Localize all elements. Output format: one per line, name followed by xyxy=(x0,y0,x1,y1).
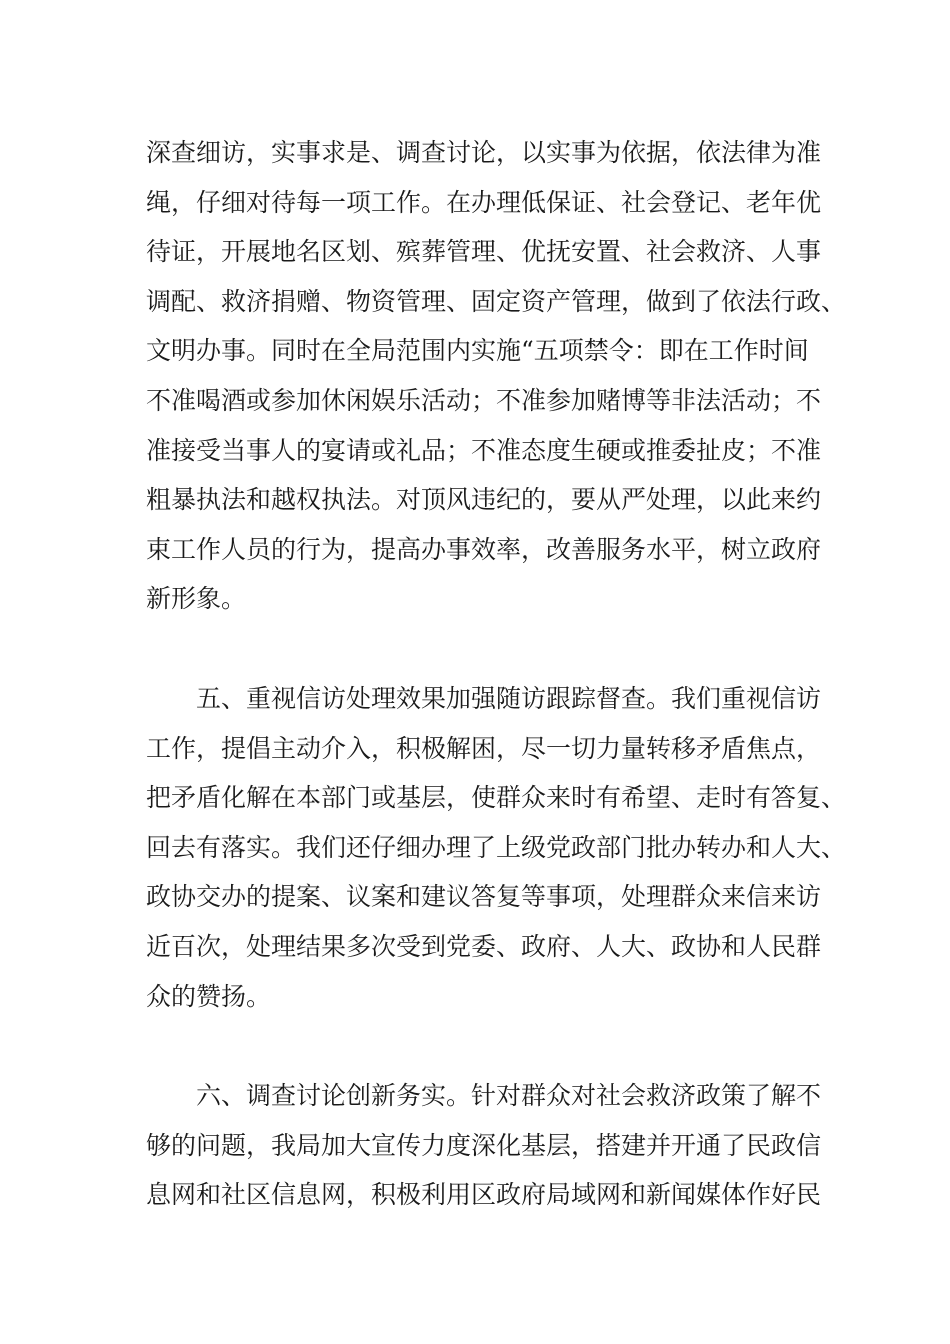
text-line: 近百次，处理结果多次受到党委、政府、人大、政协和人民群 xyxy=(146,931,822,961)
paragraph-1 xyxy=(146,128,847,624)
text-line: 新形象。 xyxy=(146,584,247,614)
text-line: 息网和社区信息网，积极利用区政府局域网和新闻媒体作好民 xyxy=(146,1180,822,1210)
text-line: 文明办事。同时在全局范围内实施“五项禁令：即在工作时间 xyxy=(146,336,809,366)
text-line: 准接受当事人的宴请或礼品；不准态度生硬或推委扯皮；不准 xyxy=(146,435,822,465)
text-line: 六、调查讨论创新务实。针对群众对社会救济政策了解不 xyxy=(146,1081,822,1110)
text-line: 束工作人员的行为，提高办事效率，改善服务水平，树立政府 xyxy=(146,534,822,564)
text-line: 粗暴执法和越权执法。对顶风违纪的，要从严处理，以此来约 xyxy=(146,485,822,515)
paragraph-2 xyxy=(146,674,847,1021)
text-line: 调配、救济捐赠、物资管理、固定资产管理，做到了依法行政、 xyxy=(146,286,847,316)
text-line: 把矛盾化解在本部门或基层，使群众来时有希望、走时有答复、 xyxy=(146,783,847,813)
text-line: 待证，开展地名区划、殡葬管理、优抚安置、社会救济、人事 xyxy=(146,237,822,267)
paragraph-3 xyxy=(146,1071,836,1220)
text-line: 不准喝酒或参加休闲娱乐活动；不准参加赌博等非法活动；不 xyxy=(146,385,822,415)
text-line: 深查细访，实事求是、调查讨论，以实事为依据，依法律为准 xyxy=(146,138,822,167)
text-line: 政协交办的提案、议案和建议答复等事项，处理群众来信来访 xyxy=(146,882,822,912)
text-line: 绳，仔细对待每一项工作。在办理低保证、社会登记、老年优 xyxy=(146,187,822,217)
text-line: 众的赞扬。 xyxy=(146,981,272,1011)
text-line: 五、重视信访处理效果加强随访跟踪督查。我们重视信访 xyxy=(146,684,822,713)
text-line: 够的问题，我局加大宣传力度深化基层，搭建并开通了民政信 xyxy=(146,1130,822,1160)
text-line: 回去有落实。我们还仔细办理了上级党政部门批办转办和人大、 xyxy=(146,832,847,862)
text-line: 工作，提倡主动介入，积极解困，尽一切力量转移矛盾焦点， xyxy=(146,733,822,763)
